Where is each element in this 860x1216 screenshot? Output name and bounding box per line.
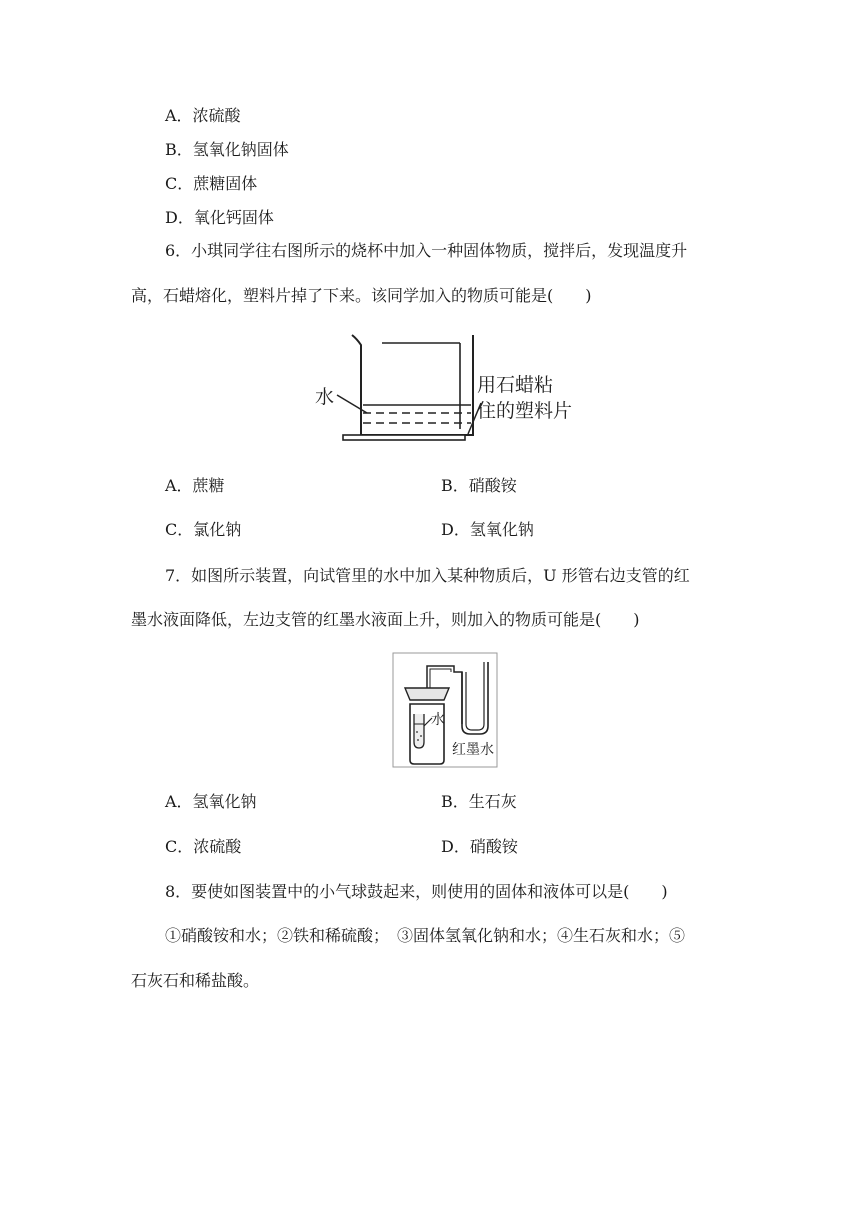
q6-beaker-figure	[305, 325, 595, 450]
q6-stem-line2: 高，石蜡熔化，塑料片掉了下来。该同学加入的物质可能是( )	[131, 286, 592, 305]
q6-option-d: D．氢氧化钠	[441, 520, 534, 539]
q7-option-c: C．浓硫酸	[165, 837, 242, 856]
q6-option-c: C．氯化钠	[165, 520, 242, 539]
q8-choices-line2: 石灰石和稀盐酸。	[131, 971, 260, 990]
q6-option-a: A．蔗糖	[165, 476, 225, 495]
q5-option-c: C．蔗糖固体	[165, 174, 258, 193]
q5-option-b: B．氢氧化钠固体	[165, 140, 289, 159]
q7-option-b: B．生石灰	[441, 792, 517, 811]
q6-option-b: B．硝酸铵	[441, 476, 517, 495]
q7-stem-line1: 7．如图所示装置，向试管里的水中加入某种物质后，U 形管右边支管的红	[165, 566, 690, 585]
q5-option-d: D．氧化钙固体	[165, 208, 274, 227]
q5-option-a: A．浓硫酸	[165, 106, 241, 125]
q8-stem: 8．要使如图装置中的小气球鼓起来，则使用的固体和液体可以是( )	[165, 882, 668, 901]
q7-u-tube-figure	[392, 652, 498, 768]
q7-option-d: D．硝酸铵	[441, 837, 518, 856]
q6-label-water: 水	[315, 386, 335, 408]
q7-label-ink: 红墨水	[452, 742, 494, 758]
q7-label-water: 水	[431, 712, 445, 728]
q7-option-a: A．氢氧化钠	[165, 792, 257, 811]
q6-stem-line1: 6．小琪同学往右图所示的烧杯中加入一种固体物质，搅拌后，发现温度升	[165, 241, 688, 260]
q8-choices-line1: ①硝酸铵和水；②铁和稀硫酸； ③固体氢氧化钠和水；④生石灰和水；⑤	[165, 926, 686, 945]
q7-stem-line2: 墨水液面降低，左边支管的红墨水液面上升，则加入的物质可能是( )	[131, 610, 640, 629]
q6-label-plastic-line1: 用石蜡粘	[477, 374, 554, 396]
q6-label-plastic-line2: 住的塑料片	[477, 400, 573, 422]
